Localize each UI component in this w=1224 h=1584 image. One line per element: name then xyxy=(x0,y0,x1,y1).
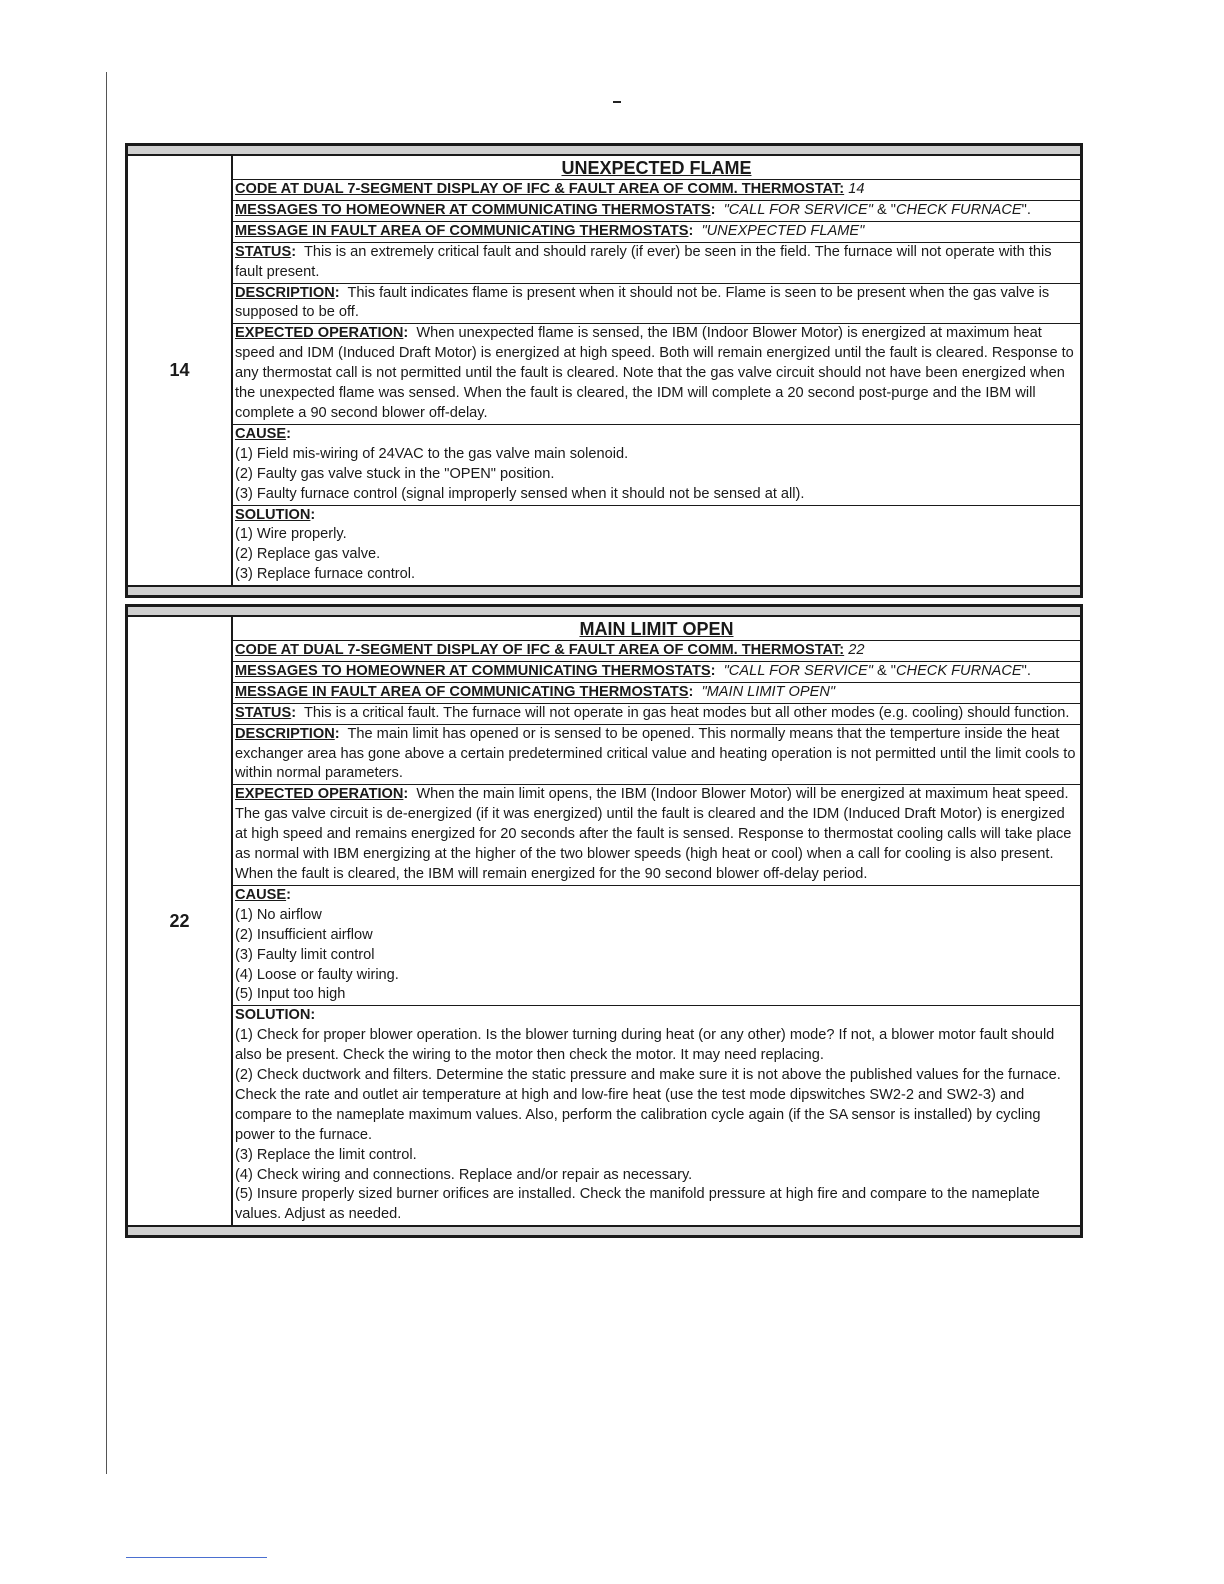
expected-operation-text: When unexpected flame is sensed, the IBM (Indoor Blower Motor) is energized at maximum heat speed and IDM (Induced Draft Motor) is energized at high speed. Both will remain energized until the fault is cleared. Response to any thermostat call is not permitted until the fault is cleared. Note that the gas valve circuit should not have been energized when the unexpected flame was sensed. When the fault is cleared, the IDM will complete a 20 second post-purge and the IBM will complete a 90 second blower off-delay. xyxy=(235,325,1074,421)
description-label: DESCRIPTION xyxy=(235,725,335,742)
code-display-row xyxy=(233,180,1080,201)
code-display-value: 22 xyxy=(848,642,865,658)
fault-code-cell xyxy=(128,617,233,1225)
block-bottom-bar xyxy=(128,1225,1080,1235)
fault-title: MAIN LIMIT OPEN xyxy=(233,617,1080,641)
solution-item: (2) Check ductwork and filters. Determine the static pressure and make sure it is not above the published values for the furnace. Check the rate and outlet air temperature at high and low-fire heat (use the test mode dipswitches SW2-2 and SW2-3) and compare to the nameplate maximum values. Also, perform the calibration cycle again (if the SA sensor is installed) by cycling power to the furnace. xyxy=(235,1067,1061,1143)
fault-area-label: MESSAGE IN FAULT AREA OF COMMUNICATING THERMOSTATS xyxy=(235,683,689,700)
cause-label: CAUSE xyxy=(235,886,287,903)
status-row: STATUS: This is a critical fault. The furnace will not operate in gas heat modes but all other modes (e.g. cooling) should function. xyxy=(233,704,1080,725)
block-top-bar xyxy=(128,607,1080,617)
homeowner-label: MESSAGES TO HOMEOWNER AT COMMUNICATING THERMOSTATS xyxy=(235,201,711,218)
cause-item: (5) Input too high xyxy=(235,986,346,1003)
solution-row: SOLUTION: (1) Check for proper blower operation. Is the blower turning during heat (or any other) mode? If not, a blower motor fault should also be present. Check the wiring to the motor then check the motor. It may need replacing. (2) Check ductwork and filters. Determine the static pressure and make sure it is not above the published values for the furnace. Check the rate and outlet air temperature at high and low-fire heat (use the test mode dipswitches SW2-2 and SW2-3) and compare to the nameplate maximum values. Also, perform the calibration cycle again (if the SA sensor is installed) by cycling power to the furnace. (3) Replace the limit control. (4) Check wiring and connections. Replace and/or repair as necessary. (5) Insure properly sized burner orifices are installed. Check the manifold pressure at high fire and compare to the nameplate values. Adjust as needed. xyxy=(233,1006,1080,1225)
homeowner-label: MESSAGES TO HOMEOWNER AT COMMUNICATING THERMOSTATS xyxy=(235,662,711,679)
block-bottom-bar xyxy=(128,585,1080,595)
code-display-label: CODE AT DUAL 7-SEGMENT DISPLAY OF IFC & FAULT AREA OF COMM. THERMOSTAT: xyxy=(235,181,845,197)
status-label: STATUS xyxy=(235,243,292,260)
status-label: STATUS xyxy=(235,704,292,721)
header-dash xyxy=(613,101,621,103)
homeowner-end: ". xyxy=(1021,201,1031,218)
homeowner-message-row: MESSAGES TO HOMEOWNER AT COMMUNICATING THERMOSTATS: "CALL FOR SERVICE" & "CHECK FURNACE". xyxy=(233,201,1080,222)
homeowner-message-2: CHECK FURNACE xyxy=(895,662,1022,679)
cause-item: (2) Insufficient airflow xyxy=(235,926,373,943)
solution-item: (3) Replace furnace control. xyxy=(235,566,416,583)
expected-operation-text: When the main limit opens, the IBM (Indoor Blower Motor) will be energized at maximum heat speed. The gas valve circuit is de-energized (if it was energized) until the fault is cleared and the IDM (Induced Draft Motor) is energized at high speed and remains energized for 20 seconds after the fault is sensed. Response to thermostat cooling calls will take place as normal with IBM energizing at the higher of the two blower speeds (high heat or cool) when a call for cooling is also present. When the fault is cleared, the IBM will remain energized for the 90 second blower off-delay period. xyxy=(235,786,1072,882)
homeowner-and: & " xyxy=(872,201,896,218)
fault-code: 22 xyxy=(169,910,190,931)
footer-link-rule xyxy=(126,1557,267,1558)
solution-row: SOLUTION: (1) Wire properly. (2) Replace gas valve. (3) Replace furnace control. xyxy=(233,506,1080,586)
expected-operation-label: EXPECTED OPERATION xyxy=(235,325,404,342)
homeowner-end: ". xyxy=(1021,662,1031,679)
cause-item: (1) Field mis-wiring of 24VAC to the gas valve main solenoid. xyxy=(235,445,629,462)
description-row: DESCRIPTION: The main limit has opened or is sensed to be opened. This normally means that the temperture inside the heat exchanger area has gone above a certain predetermined critical value and heating operation is not permitted until the limit cools to within normal parameters. xyxy=(233,725,1080,786)
solution-item: (2) Replace gas valve. xyxy=(235,546,381,563)
cause-row: CAUSE: (1) No airflow (2) Insufficient airflow (3) Faulty limit control (4) Loose or faulty wiring. (5) Input too high xyxy=(233,886,1080,1006)
fault-area-message: "MAIN LIMIT OPEN" xyxy=(701,683,836,700)
code-display-row xyxy=(233,641,1080,662)
fault-content xyxy=(233,617,1080,1225)
fault-area-message: "UNEXPECTED FLAME" xyxy=(701,222,865,239)
code-display-label: CODE AT DUAL 7-SEGMENT DISPLAY OF IFC & FAULT AREA OF COMM. THERMOSTAT: xyxy=(235,642,845,658)
cause-item: (2) Faulty gas valve stuck in the "OPEN" position. xyxy=(235,465,555,482)
cause-label: CAUSE xyxy=(235,425,287,442)
homeowner-message-1: "CALL FOR SERVICE" xyxy=(723,662,873,679)
status-text: This is a critical fault. The furnace will not operate in gas heat modes but all other modes (e.g. cooling) should function. xyxy=(303,704,1070,721)
code-display-value: 14 xyxy=(848,181,865,197)
fault-block-22 xyxy=(125,604,1083,1238)
solution-item: (1) Wire properly. xyxy=(235,526,347,543)
fault-area-message-row: MESSAGE IN FAULT AREA OF COMMUNICATING THERMOSTATS: "UNEXPECTED FLAME" xyxy=(233,222,1080,243)
description-text: This fault indicates flame is present when it should not be. Flame is seen to be present when the gas valve is supposed to be off. xyxy=(235,284,1050,321)
solution-label: SOLUTION xyxy=(235,506,311,523)
cause-item: (4) Loose or faulty wiring. xyxy=(235,966,399,983)
status-row: STATUS: This is an extremely critical fault and should rarely (if ever) be seen in the field. The furnace will not operate with this fault present. xyxy=(233,243,1080,284)
description-text: The main limit has opened or is sensed to be opened. This normally means that the temperture inside the heat exchanger area has gone above a certain predetermined critical value and heating operation is not permitted until the limit cools to within normal parameters. xyxy=(235,725,1076,782)
status-text: This is an extremely critical fault and should rarely (if ever) be seen in the field. The furnace will not operate with this fault present. xyxy=(235,243,1052,280)
solution-label: SOLUTION xyxy=(235,1007,311,1024)
fault-area-message-row: MESSAGE IN FAULT AREA OF COMMUNICATING THERMOSTATS: "MAIN LIMIT OPEN" xyxy=(233,683,1080,704)
description-label: DESCRIPTION xyxy=(235,284,335,301)
fault-content xyxy=(233,156,1080,585)
cause-item: (1) No airflow xyxy=(235,906,322,923)
description-row: DESCRIPTION: This fault indicates flame is present when it should not be. Flame is seen to be present when the gas valve is supposed to be off. xyxy=(233,284,1080,325)
homeowner-message-2: CHECK FURNACE xyxy=(895,201,1022,218)
fault-block-14 xyxy=(125,143,1083,598)
fault-title: UNEXPECTED FLAME xyxy=(233,156,1080,180)
solution-item: (1) Check for proper blower operation. Is the blower turning during heat (or any other) mode? If not, a blower motor fault should also be present. Check the wiring to the motor then check the motor. It may need replacing. xyxy=(235,1027,1055,1064)
fault-area-label: MESSAGE IN FAULT AREA OF COMMUNICATING THERMOSTATS xyxy=(235,222,689,239)
solution-item: (4) Check wiring and connections. Replace and/or repair as necessary. xyxy=(235,1166,693,1183)
homeowner-message-1: "CALL FOR SERVICE" xyxy=(723,201,873,218)
homeowner-message-row: MESSAGES TO HOMEOWNER AT COMMUNICATING THERMOSTATS: "CALL FOR SERVICE" & "CHECK FURNACE". xyxy=(233,662,1080,683)
expected-operation-row: EXPECTED OPERATION: When unexpected flame is sensed, the IBM (Indoor Blower Motor) is energized at maximum heat speed and IDM (Induced Draft Motor) is energized at high speed. Both will remain energized until the fault is cleared. Response to any thermostat call is not permitted until the fault is cleared. Note that the gas valve circuit should not have been energized when the unexpected flame was sensed. When the fault is cleared, the IDM will complete a 20 second post-purge and the IBM will complete a 90 second blower off-delay. xyxy=(233,324,1080,425)
expected-operation-label: EXPECTED OPERATION xyxy=(235,786,404,803)
fault-code-cell xyxy=(128,156,233,585)
homeowner-and: & " xyxy=(872,662,896,679)
solution-item: (5) Insure properly sized burner orifices are installed. Check the manifold pressure at high fire and compare to the nameplate values. Adjust as needed. xyxy=(235,1186,1040,1223)
fault-code: 14 xyxy=(169,360,190,381)
cause-row: CAUSE: (1) Field mis-wiring of 24VAC to the gas valve main solenoid. (2) Faulty gas valve stuck in the "OPEN" position. (3) Faulty furnace control (signal improperly sensed when it should not be sensed at all). xyxy=(233,425,1080,506)
cause-item: (3) Faulty furnace control (signal improperly sensed when it should not be sensed at all). xyxy=(235,485,805,502)
cause-item: (3) Faulty limit control xyxy=(235,946,375,963)
block-top-bar xyxy=(128,146,1080,156)
expected-operation-row: EXPECTED OPERATION: When the main limit opens, the IBM (Indoor Blower Motor) will be energized at maximum heat speed. The gas valve circuit is de-energized (if it was energized) until the fault is cleared and the IDM (Induced Draft Motor) is energized at high speed and remains energized for 20 seconds after the fault is sensed. Response to thermostat cooling calls will take place as normal with IBM energizing at the higher of the two blower speeds (high heat or cool) when a call for cooling is also present. When the fault is cleared, the IBM will remain energized for the 90 second blower off-delay period. xyxy=(233,785,1080,886)
solution-item: (3) Replace the limit control. xyxy=(235,1146,417,1163)
page-margin-line xyxy=(106,72,107,1474)
